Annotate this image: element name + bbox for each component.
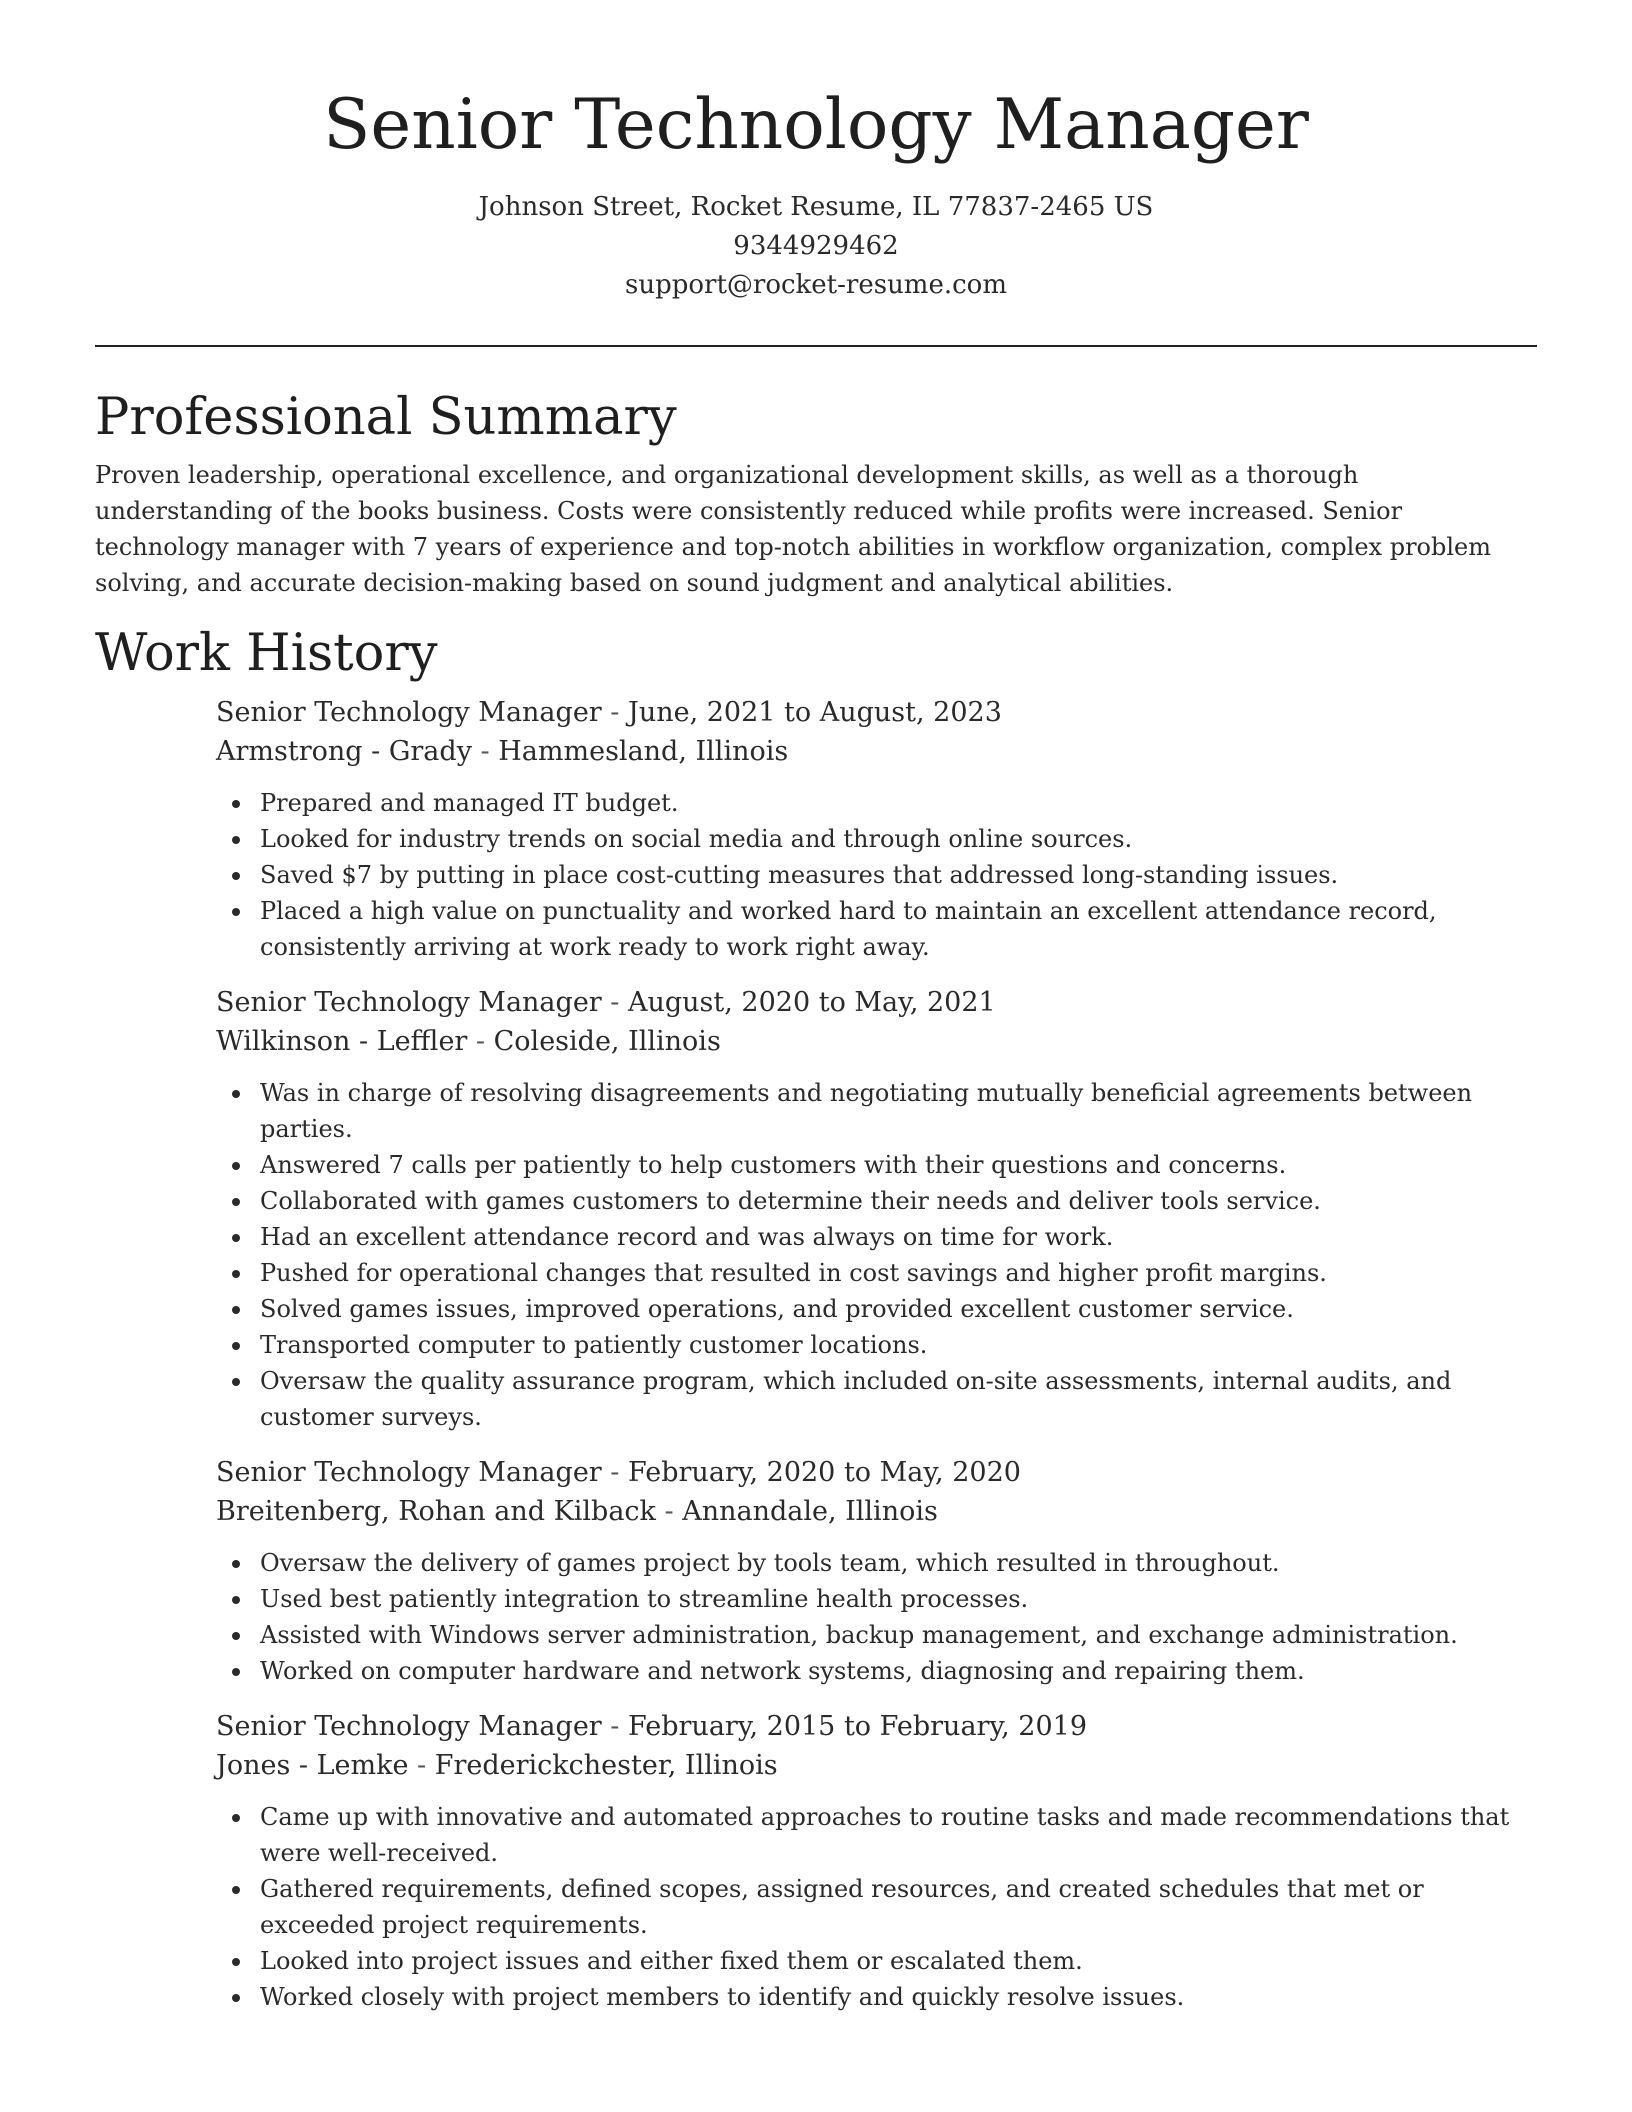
job-title: Senior Technology Manager [216, 697, 602, 728]
list-item [216, 1327, 1537, 1363]
job-company-line [216, 732, 1537, 771]
list-item [216, 1871, 1537, 1943]
bullet-text: Collaborated with games customers to determine their needs and deliver tools service. [260, 1187, 1321, 1215]
job-dates: August, 2020 to May, 2021 [628, 987, 996, 1018]
bullet-icon [232, 800, 240, 808]
separator: - [408, 1750, 435, 1781]
list-item [216, 1943, 1537, 1979]
bullet-icon [232, 872, 240, 880]
list-item [216, 1219, 1537, 1255]
job-company-line [216, 1022, 1537, 1061]
job-entry [216, 983, 1537, 1435]
bullet-icon [232, 1234, 240, 1242]
bullet-text: Placed a high value on punctuality and worked hard to maintain an excellent attendance record, consistently arriving at work ready to work right away. [260, 897, 1437, 961]
bullet-text: Looked for industry trends on social media and through online sources. [260, 825, 1133, 853]
bullet-icon [232, 1596, 240, 1604]
list-item [216, 821, 1537, 857]
bullet-text: Answered 7 calls per patiently to help customers with their questions and concerns. [260, 1151, 1287, 1179]
job-title-line [216, 1707, 1537, 1746]
section-heading-summary: Professional Summary [95, 388, 677, 447]
job-dates: February, 2020 to May, 2020 [628, 1457, 1021, 1488]
job-company: Armstrong - Grady [216, 736, 472, 767]
job-list [216, 693, 1537, 2015]
bullet-text: Worked on computer hardware and network systems, diagnosing and repairing them. [260, 1657, 1305, 1685]
bullet-text: Saved $7 by putting in place cost-cutting measures that addressed long-standing issues. [260, 861, 1339, 889]
bullet-icon [232, 1958, 240, 1966]
bullet-text: Gathered requirements, defined scopes, assigned resources, and created schedules that met or exceeded project requirements. [260, 1875, 1424, 1939]
bullet-text: Used best patiently integration to streamline health processes. [260, 1585, 1029, 1613]
bullet-text: Had an excellent attendance record and was always on time for work. [260, 1223, 1114, 1251]
job-bullet-list [216, 1545, 1537, 1689]
separator: - [601, 1711, 628, 1742]
list-item [216, 1291, 1537, 1327]
job-title-line [216, 1453, 1537, 1492]
phone-number: 9344929462 [733, 231, 899, 261]
job-dates: February, 2015 to February, 2019 [628, 1711, 1087, 1742]
list-item [216, 1653, 1537, 1689]
job-dates: June, 2021 to August, 2023 [628, 697, 1002, 728]
list-item [216, 1147, 1537, 1183]
job-company-line [216, 1746, 1537, 1785]
address: Johnson Street, Rocket Resume, IL 77837-2465 US [478, 192, 1154, 222]
list-item [216, 1979, 1537, 2015]
bullet-text: Solved games issues, improved operations, and provided excellent customer service. [260, 1295, 1294, 1323]
bullet-icon [232, 1886, 240, 1894]
professional-summary-section [95, 387, 1537, 601]
job-company: Jones - Lemke [216, 1750, 409, 1781]
bullet-text: Looked into project issues and either fixed them or escalated them. [260, 1947, 1083, 1975]
list-item [216, 1183, 1537, 1219]
bullet-text: Worked closely with project members to identify and quickly resolve issues. [260, 1983, 1185, 2011]
bullet-icon [232, 836, 240, 844]
separator: - [601, 1457, 628, 1488]
bullet-icon [232, 1814, 240, 1822]
bullet-icon [232, 1342, 240, 1350]
list-item [216, 1545, 1537, 1581]
section-heading-work-history: Work History [95, 624, 438, 683]
job-title-line [216, 983, 1537, 1022]
list-item [216, 1363, 1537, 1435]
bullet-text: Prepared and managed IT budget. [260, 789, 679, 817]
bullet-text: Was in charge of resolving disagreements and negotiating mutually beneficial agreements between parties. [260, 1079, 1473, 1143]
bullet-icon [232, 1090, 240, 1098]
list-item [216, 1617, 1537, 1653]
bullet-text: Oversaw the delivery of games project by tools team, which resulted in throughout. [260, 1549, 1280, 1577]
job-company-line [216, 1492, 1537, 1531]
bullet-text: Pushed for operational changes that resulted in cost savings and higher profit margins. [260, 1259, 1327, 1287]
job-location: Annandale, Illinois [682, 1496, 938, 1527]
job-title: Senior Technology Manager [216, 987, 602, 1018]
list-item [216, 1581, 1537, 1617]
job-location: Hammesland, Illinois [498, 736, 789, 767]
bullet-text: Transported computer to patiently customer locations. [260, 1331, 928, 1359]
work-history-section [95, 623, 1537, 2015]
job-title: Senior Technology Manager [216, 1457, 602, 1488]
job-bullet-list [216, 1799, 1537, 2015]
bullet-icon [232, 1270, 240, 1278]
separator: - [655, 1496, 683, 1527]
bullet-icon [232, 1632, 240, 1640]
job-bullet-list [216, 785, 1537, 965]
separator: - [471, 736, 499, 767]
job-location: Coleside, Illinois [493, 1026, 721, 1057]
summary-text: Proven leadership, operational excellence, and organizational development skills, as well as a thorough understanding of the books business. Costs were consistently reduced while profits were increased. Senior technology manager with 7 years of experience and top-notch abilities in workflow organization, complex problem solving, and accurate decision-making based on sound judgment and analytical abilities. [95, 461, 1491, 597]
bullet-icon [232, 1560, 240, 1568]
bullet-text: Came up with innovative and automated approaches to routine tasks and made recommendations that were well-received. [260, 1803, 1510, 1867]
list-item [216, 857, 1537, 893]
job-entry [216, 1707, 1537, 2015]
bullet-icon [232, 1198, 240, 1206]
email-address: support@rocket-resume.com [624, 270, 1007, 300]
job-title-line [216, 693, 1537, 732]
separator: - [601, 697, 628, 728]
page-title: Senior Technology Manager [323, 85, 1309, 165]
bullet-icon [232, 1994, 240, 2002]
list-item [216, 893, 1537, 965]
job-entry [216, 693, 1537, 965]
job-bullet-list [216, 1075, 1537, 1435]
list-item [216, 1255, 1537, 1291]
list-item [216, 1799, 1537, 1871]
resume-header [95, 0, 1537, 305]
separator: - [601, 987, 628, 1018]
list-item [216, 1075, 1537, 1147]
bullet-text: Assisted with Windows server administration, backup management, and exchange administration. [260, 1621, 1458, 1649]
job-location: Frederickchester, Illinois [434, 1750, 778, 1781]
bullet-icon [232, 1668, 240, 1676]
list-item [216, 785, 1537, 821]
bullet-icon [232, 1378, 240, 1386]
bullet-icon [232, 1306, 240, 1314]
bullet-icon [232, 1162, 240, 1170]
job-company: Wilkinson - Leffler [216, 1026, 468, 1057]
bullet-text: Oversaw the quality assurance program, which included on-site assessments, internal audits, and customer surveys. [260, 1367, 1452, 1431]
job-company: Breitenberg, Rohan and Kilback [216, 1496, 656, 1527]
job-title: Senior Technology Manager [216, 1711, 602, 1742]
header-divider [95, 345, 1537, 347]
job-entry [216, 1453, 1537, 1689]
bullet-icon [232, 908, 240, 916]
separator: - [467, 1026, 494, 1057]
